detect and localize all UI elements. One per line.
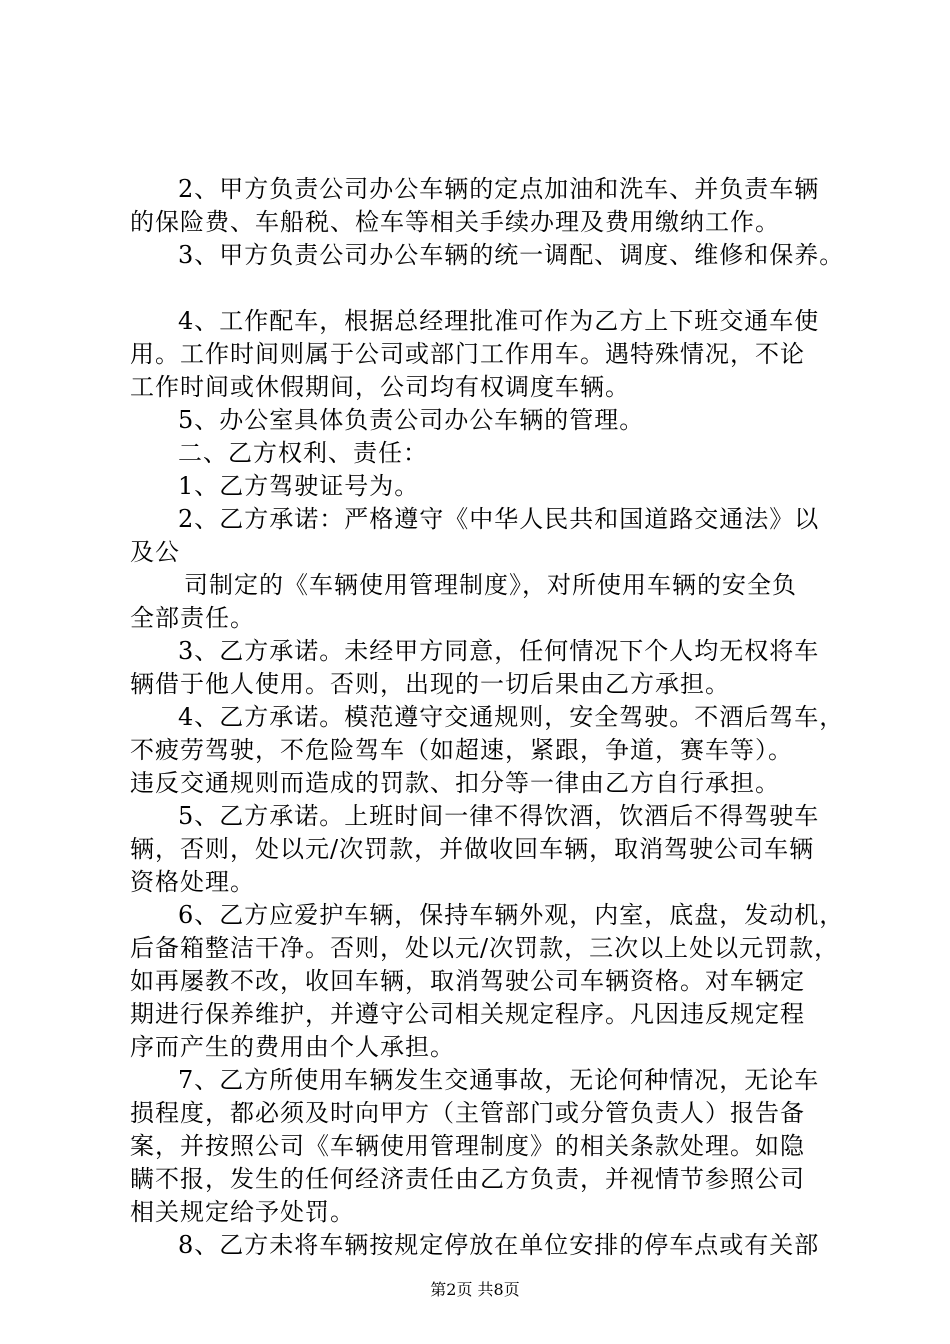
paragraph-a3 (130, 239, 845, 272)
paragraph-a4 (130, 305, 830, 404)
paragraph-spacer (130, 272, 830, 305)
text-line: 5、乙方承诺。上班时间一律不得饮酒，饮酒后不得驾驶车 (178, 802, 820, 830)
text-line: 资格处理。 (130, 868, 255, 896)
text-line: 4、乙方承诺。模范遵守交通规则，安全驾驶。不酒后驾车， (178, 703, 845, 731)
text-line: 违反交通规则而造成的罚款、扣分等一律由乙方自行承担。 (130, 769, 780, 797)
text-line: 如再屡教不改，收回车辆，取消驾驶公司车辆资格。对车辆定 (130, 967, 805, 995)
text-line: 5、办公室具体负责公司办公车辆的管理。 (178, 406, 645, 434)
text-line: 1、乙方驾驶证号为。 (178, 472, 420, 500)
paragraph-b2-continued (130, 569, 830, 635)
text-line: 期进行保养维护，并遵守公司相关规定程序。凡因违反规定程 (130, 1000, 805, 1028)
text-line: 8、乙方未将车辆按规定停放在单位安排的停车点或有关部 (178, 1231, 820, 1259)
text-line: 损程度，都必须及时向甲方（主管部门或分管负责人）报告备 (130, 1099, 805, 1127)
text-line: 司制定的《车辆使用管理制度》，对所使用车辆的安全负 (184, 571, 797, 599)
paragraph-b5 (130, 800, 830, 899)
text-line: 后备箱整洁干净。否则，处以元/次罚款，三次以上处以元罚款， (130, 934, 840, 962)
text-line: 4、工作配车，根据总经理批准可作为乙方上下班交通车使 (178, 307, 820, 335)
text-line: 的保险费、车船税、检车等相关手续办理及费用缴纳工作。 (130, 208, 780, 236)
text-line: 全部责任。 (130, 604, 255, 632)
paragraph-b6 (130, 899, 845, 1064)
text-line: 辆，否则，处以元/次罚款，并做收回车辆，取消驾驶公司车辆 (130, 835, 815, 863)
section-heading-party-b (130, 437, 830, 470)
text-line: 2、甲方负责公司办公车辆的定点加油和洗车、并负责车辆 (178, 175, 820, 203)
paragraph-b1 (130, 470, 830, 503)
text-line: 2、乙方承诺：严格遵守《中华人民共和国道路交通法》以 (178, 505, 820, 533)
text-line: 瞒不报，发生的任何经济责任由乙方负责，并视情节参照公司 (130, 1165, 805, 1193)
paragraph-b8 (130, 1229, 830, 1262)
text-line: 不疲劳驾驶，不危险驾车（如超速，紧跟，争道，赛车等）。 (130, 736, 793, 764)
paragraph-b3 (130, 635, 830, 701)
paragraph-b4 (130, 701, 845, 800)
text-line: 辆借于他人使用。否则，出现的一切后果由乙方承担。 (130, 670, 730, 698)
page-number-footer: 第2页 共8页 (430, 1280, 520, 1299)
text-line: 3、乙方承诺。未经甲方同意，任何情况下个人均无权将车 (178, 637, 820, 665)
paragraph-a5 (130, 404, 830, 437)
text-line: 3、甲方负责公司办公车辆的统一调配、调度、维修和保养。 (178, 241, 845, 269)
text-line: 序而产生的费用由个人承担。 (130, 1033, 455, 1061)
document-body (130, 173, 845, 1262)
text-line: 用。工作时间则属于公司或部门工作用车。遇特殊情况，不论 (130, 340, 805, 368)
text-line: 7、乙方所使用车辆发生交通事故，无论何种情况，无论车 (178, 1066, 820, 1094)
paragraph-b2 (130, 503, 830, 569)
paragraph-a2 (130, 173, 830, 239)
text-line: 二、乙方权利、责任： (178, 439, 428, 467)
text-line: 工作时间或休假期间，公司均有权调度车辆。 (130, 373, 630, 401)
text-line: 6、乙方应爱护车辆，保持车辆外观，内室，底盘，发动机， (178, 901, 845, 929)
text-line: 及公 (130, 538, 180, 566)
text-line: 相关规定给予处罚。 (130, 1198, 355, 1226)
text-line: 案，并按照公司《车辆使用管理制度》的相关条款处理。如隐 (130, 1132, 805, 1160)
paragraph-b7 (130, 1064, 830, 1229)
